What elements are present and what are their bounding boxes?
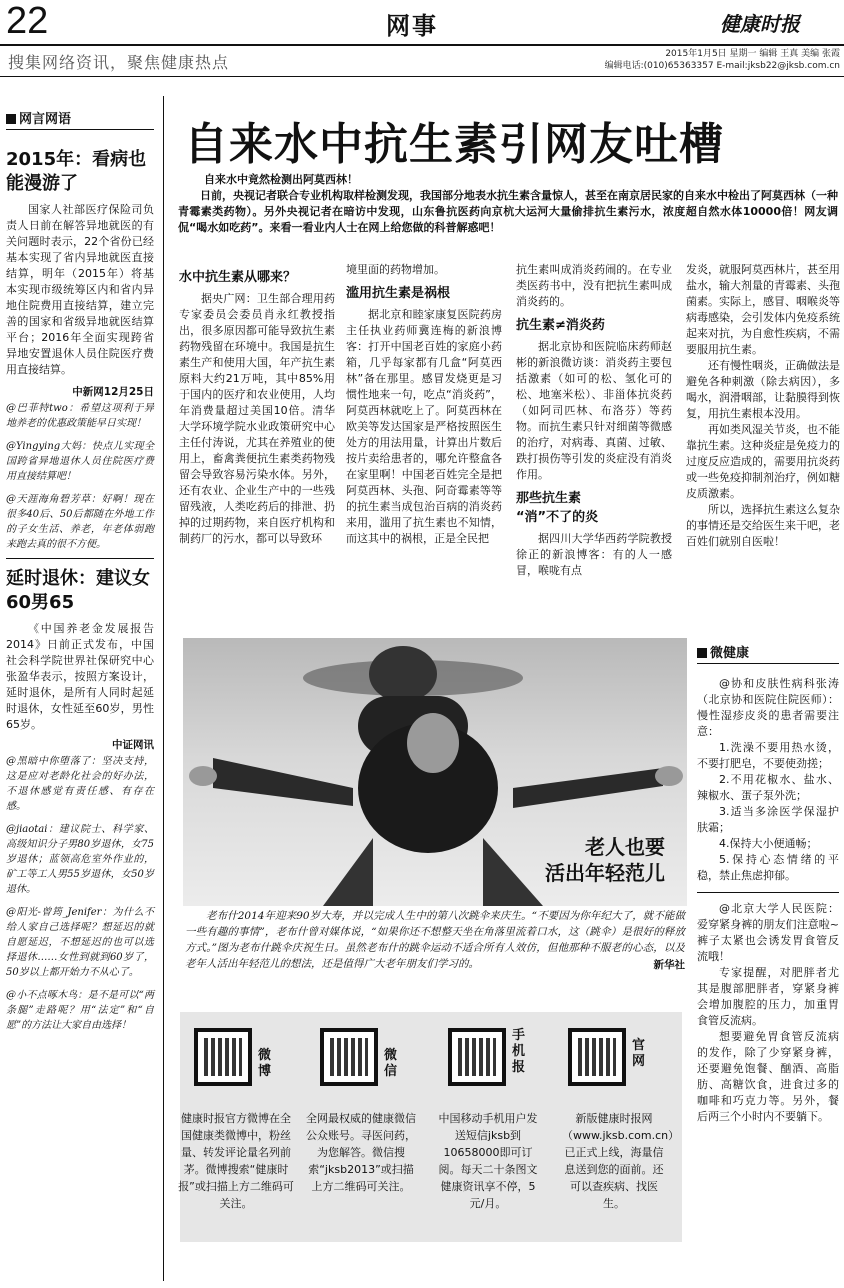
section-title: 网事: [386, 11, 438, 40]
skydiving-photo: [183, 638, 687, 906]
edition-info: [578, 48, 840, 72]
right-section-header: [697, 642, 839, 664]
story-text: 据北京和睦家康复医院药房主任执业药师冀连梅的新浪博客：打开中国老百姓的家庭小药箱，几乎每家都有几盒“阿莫西林”备在那里。感冒发烧更是习惯性地来一句，吃点“消炎药”，阿莫西林就吃上了。阿莫西林在欧美等发达国家是严格按照医生处方的用法用量，计算出片数后按片卖给患者的，哪允许整盒各在家里啊！中国老百姓完全是把阿莫西林、头孢、阿奇霉素等等的抗生素当成包治百病的消炎药来用，滥用了抗生素也不知情，而这其中的祸根，正是全民把: [346, 308, 502, 545]
story-text: 抗生素叫成消炎药闹的。在专业类医药书中，没有把抗生素叫成消炎药的。: [516, 263, 672, 308]
tip-item: 5.保持心态情绪的平稳，禁止焦虑抑郁。: [697, 853, 839, 882]
tip-item: 2.不用花椒水、盐水、辣椒水、蛋子泵外洗；: [697, 773, 839, 802]
left-section-header: [6, 108, 154, 130]
photo-title: [545, 834, 665, 886]
story-column-1: [179, 262, 335, 547]
right-column: [697, 676, 839, 1125]
divider: [697, 663, 839, 664]
subhead: 抗生素≠消炎药: [516, 318, 605, 333]
story-text: 所以，选择抗生素这么复杂的事情还是交给医生来干吧，老百姓们就别自医啦！: [686, 503, 840, 548]
story-text: 再如类风湿关节炎，也不能靠抗生素。这种炎症是免疫力的过度反应造成的，需要用抗炎药或一些免疫抑制剂治疗，例如糖皮质激素。: [686, 423, 840, 500]
tip-item: 1.洗澡不要用热水烫，不要打肥皂，不要使劲搓；: [697, 741, 839, 770]
lead-body: 日前，央视记者联合专业机构取样检测发现，我国部分地表水抗生素含量惊人，甚至在南京居民家的自来水中检出了阿莫西林（一种青霉素类药物）。另外央视记者在暗访中发现，山东鲁抗医药向京杭大运河大量偷排抗生素污水，浓度超自然水体10000倍！网友调侃“喝水如吃药”。来看一看业内人士在网上给您做的科普解惑吧！: [178, 189, 838, 234]
mobile-label: 手机报: [512, 1028, 526, 1075]
column-rule: [163, 96, 164, 1281]
subhead: “消”不了的炎: [516, 510, 599, 525]
caption-source: 新华社: [653, 959, 685, 971]
netizen-comment: @Yingying大妈：快点儿实现全国跨省异地退休人员住院医疗费用直接结算吧！: [6, 441, 154, 482]
weibo-label: 微博: [258, 1048, 272, 1079]
subhead: 水中抗生素从哪来？: [179, 270, 297, 285]
story-column-4: [686, 262, 840, 550]
page-number: 22: [6, 0, 49, 42]
photo-caption: [185, 908, 685, 972]
story-text: 据四川大学华西药学院教授徐正的新浪博客：有的人一感冒，喉咙有点: [516, 532, 672, 577]
netizen-comment: @阳光-曾筠_Jenifer：为什么不给人家自己选择呢？想延迟的就自愿延迟，不想延迟的也可以选择退休……女性到就到60岁了，50岁以上都开始力不从心了。: [6, 907, 154, 978]
right-section-label: 微健康: [697, 646, 749, 661]
photo-title-line: 老人也要: [585, 835, 665, 859]
mobile-qr-code: [448, 1028, 506, 1086]
story-column-2: [346, 262, 502, 547]
netizen-comment: @天涯海角碧芳草：好啊！现在很多40后、50后都随在外地工作的子女生活、养老，年老体弱跑来跑去真的很不方便。: [6, 494, 154, 550]
media-promo-box: [180, 1012, 682, 1242]
weibo-qr-code: [194, 1028, 252, 1086]
story-text: 境里面的药物增加。: [346, 263, 445, 276]
subhead: 滥用抗生素是祸根: [346, 286, 451, 301]
wechat-label: 微信: [384, 1048, 398, 1079]
story-text: 想要避免胃食管反流病的发作，除了少穿紧身裤，还要避免饱餐、酗酒、高脂肪、高糖饮食，进食过多的咖啡和巧克力等。另外，餐后两三个小时内不要躺下。: [697, 1030, 839, 1123]
mobile-text: 中国移动手机用户发送短信jksb到10658000即可订阅。每天二十条图文健康资讯享不停，5元/月。: [438, 1112, 538, 1210]
website-qr-code: [568, 1028, 626, 1086]
website-text: 新版健康时报网（www.jksb.com.cn）已正式上线，海量信息送到您的面前。还可以查疾病、找医生。: [562, 1112, 680, 1210]
article-byline: 中证网讯: [112, 739, 154, 751]
newspaper-logo: 健康时报: [720, 12, 800, 36]
left-section-label: 网言网语: [6, 112, 71, 127]
story-text: 还有慢性咽炎，正确做法是避免各种刺激（除去病因），多喝水，润滑咽部，让黏膜得到恢复，用抗生素根本没用。: [686, 359, 840, 420]
weibo-text: 健康时报官方微博在全国健康类微博中，粉丝量、转发评论量名列前茅。微博搜索“健康时报”或扫描上方二维码可关注。: [178, 1112, 294, 1210]
netizen-comment: @巴菲特two：希望这项利于异地养老的优惠政策能早日实现！: [6, 403, 154, 429]
date-line: 2015年1月5日 星期一 编辑 王真 美编 张霞: [665, 49, 840, 59]
tip-item: 4.保持大小便通畅；: [719, 837, 818, 850]
article-title: 2015年：看病也能漫游了: [6, 149, 147, 194]
subhead: 那些抗生素: [516, 491, 582, 506]
story-column-3: [516, 262, 672, 579]
weibo-post: @协和皮肤性病科张涛（北京协和医院住院医师）：慢性湿疹皮炎的患者需要注意：: [697, 677, 839, 738]
story-text: 据北京协和医院临床药师赵彬的新浪微访谈：消炎药主要包括激素（如可的松、氢化可的松、地塞米松）、非甾体抗炎药（如阿司匹林、布洛芬）等药物。而抗生素只针对细菌等微感的治疗，对病毒、真菌、过敏、跌打损伤等引发的炎症没有消炎作用。: [516, 340, 672, 481]
lead-first-line: 自来水中竟然检测出阿莫西林！: [204, 173, 358, 186]
lead-paragraph: [178, 172, 838, 236]
wechat-qr-code: [320, 1028, 378, 1086]
tip-item: 3.适当多涂医学保湿护肤霜；: [697, 805, 839, 834]
netizen-comment: @黑暗中你堕落了：坚决支持，这是应对老龄化社会的好办法，不退休感觉有责任感、有存在感。: [6, 756, 154, 812]
divider: [6, 558, 154, 559]
caption-text: 老布什2014年迎来90岁大寿，并以完成人生中的第八次跳伞来庆生。“不要因为你年纪大了，就不能做一些有趣的事情”，老布什曾对媒体说，“如果你还不想整天坐在角落里流着口水，这（跳伞）是很好的释放方式。”图为老布什跳伞庆祝生日。虽然老布什的跳伞运动不适合所有人效仿，但他那种不服老的心态，以及老年人活出年轻范儿的想法，还是值得广大老年朋友们学习的。: [185, 910, 685, 970]
weibo-post: @北京大学人民医院：爱穿紧身裤的朋友们注意啦~裤子太紧也会诱发胃食管反流哦！: [697, 902, 839, 963]
headline: 自来水中抗生素引网友吐槽: [184, 119, 724, 170]
wechat-text: 全网最权威的健康微信公众账号。寻医问药，为您解答。微信搜索“jksb2013”或扫描上方二维码可关注。: [306, 1112, 416, 1193]
netizen-comment: @jiaotai：建议院士、科学家、高级知识分子男80岁退休，女75岁退休；蓝领高危室外作业的，矿工等工人男55岁退休，女50岁退休。: [6, 824, 154, 895]
photo-title-line: 活出年轻范儿: [545, 861, 665, 885]
article-body: 国家人社部医疗保险司负责人日前在解答异地就医的有关问题时表示，22个省份已经基本实现了省内异地就医直接结算，明年（2015年）将基本实现市级统筹区内和省内异地住院费用直接结算，建立完善的国家和省级异地就医结算平台；2016年全面实现跨省异地安置退休人员住院医疗费用直接结算。: [6, 203, 154, 376]
masthead-rule: [0, 44, 844, 46]
netizen-comment: @小不点啄木鸟：是不是可以“两条腿”走路呢？用“法定”和“自愿”的方法让大家自由选择！: [6, 990, 154, 1031]
article-body: 《中国养老金发展报告2014》日前正式发布，中国社会科学院世界社保研究中心张盈华表示，按照方案设计，延时退休，是所有人同时起延时退休，女性延至60岁，男性65岁。: [6, 622, 154, 731]
page-slogan: 搜集网络资讯，聚焦健康热点: [8, 53, 230, 72]
story-text: 专家提醒，对肥胖者尤其是腹部肥胖者，穿紧身裤会增加腹腔的压力，加重胃食管反流病。: [697, 966, 839, 1027]
website-label: 官网: [632, 1038, 646, 1069]
article-title: 延时退休：建议女60男65: [6, 568, 150, 613]
divider: [697, 892, 839, 893]
masthead-rule-bottom: [0, 76, 844, 77]
left-column: [6, 148, 154, 1033]
article-byline: 中新网12月25日: [72, 386, 154, 398]
story-text: 发炎，就服阿莫西林片，甚至用盐水，输大剂量的青霉素、头孢菌素。实际上，感冒、咽喉炎等病毒感染，会引发体内免疫系统起来对抗，为自愈性疾病，不需要服用抗生素。: [686, 263, 840, 356]
divider: [6, 129, 154, 130]
contact-line: 编辑电话:(010)65363357 E-mail:jksb22@jksb.com.cn: [604, 61, 840, 71]
story-text: 据央广网：卫生部合理用药专家委员会委员肖永红教授指出，很多原因都可能导致抗生素药物残留在环境中。我国是抗生素生产和使用大国，年产抗生素原料大约21万吨，其中85%用于国内的医疗和农业使用，人均年消费量超过美国10倍。清华大学环境学院水业政策研究中心主任付涛说，尤其在养殖业的使用上，畜禽粪便抗生素类药物残留会导致容易污染水体。另外，还有农业、企业生产中的一些残留残液，人类吃药后的排泄、扔掉的过期药物，来自医疗机构和制药厂的污水，都可以导致环: [179, 292, 335, 545]
